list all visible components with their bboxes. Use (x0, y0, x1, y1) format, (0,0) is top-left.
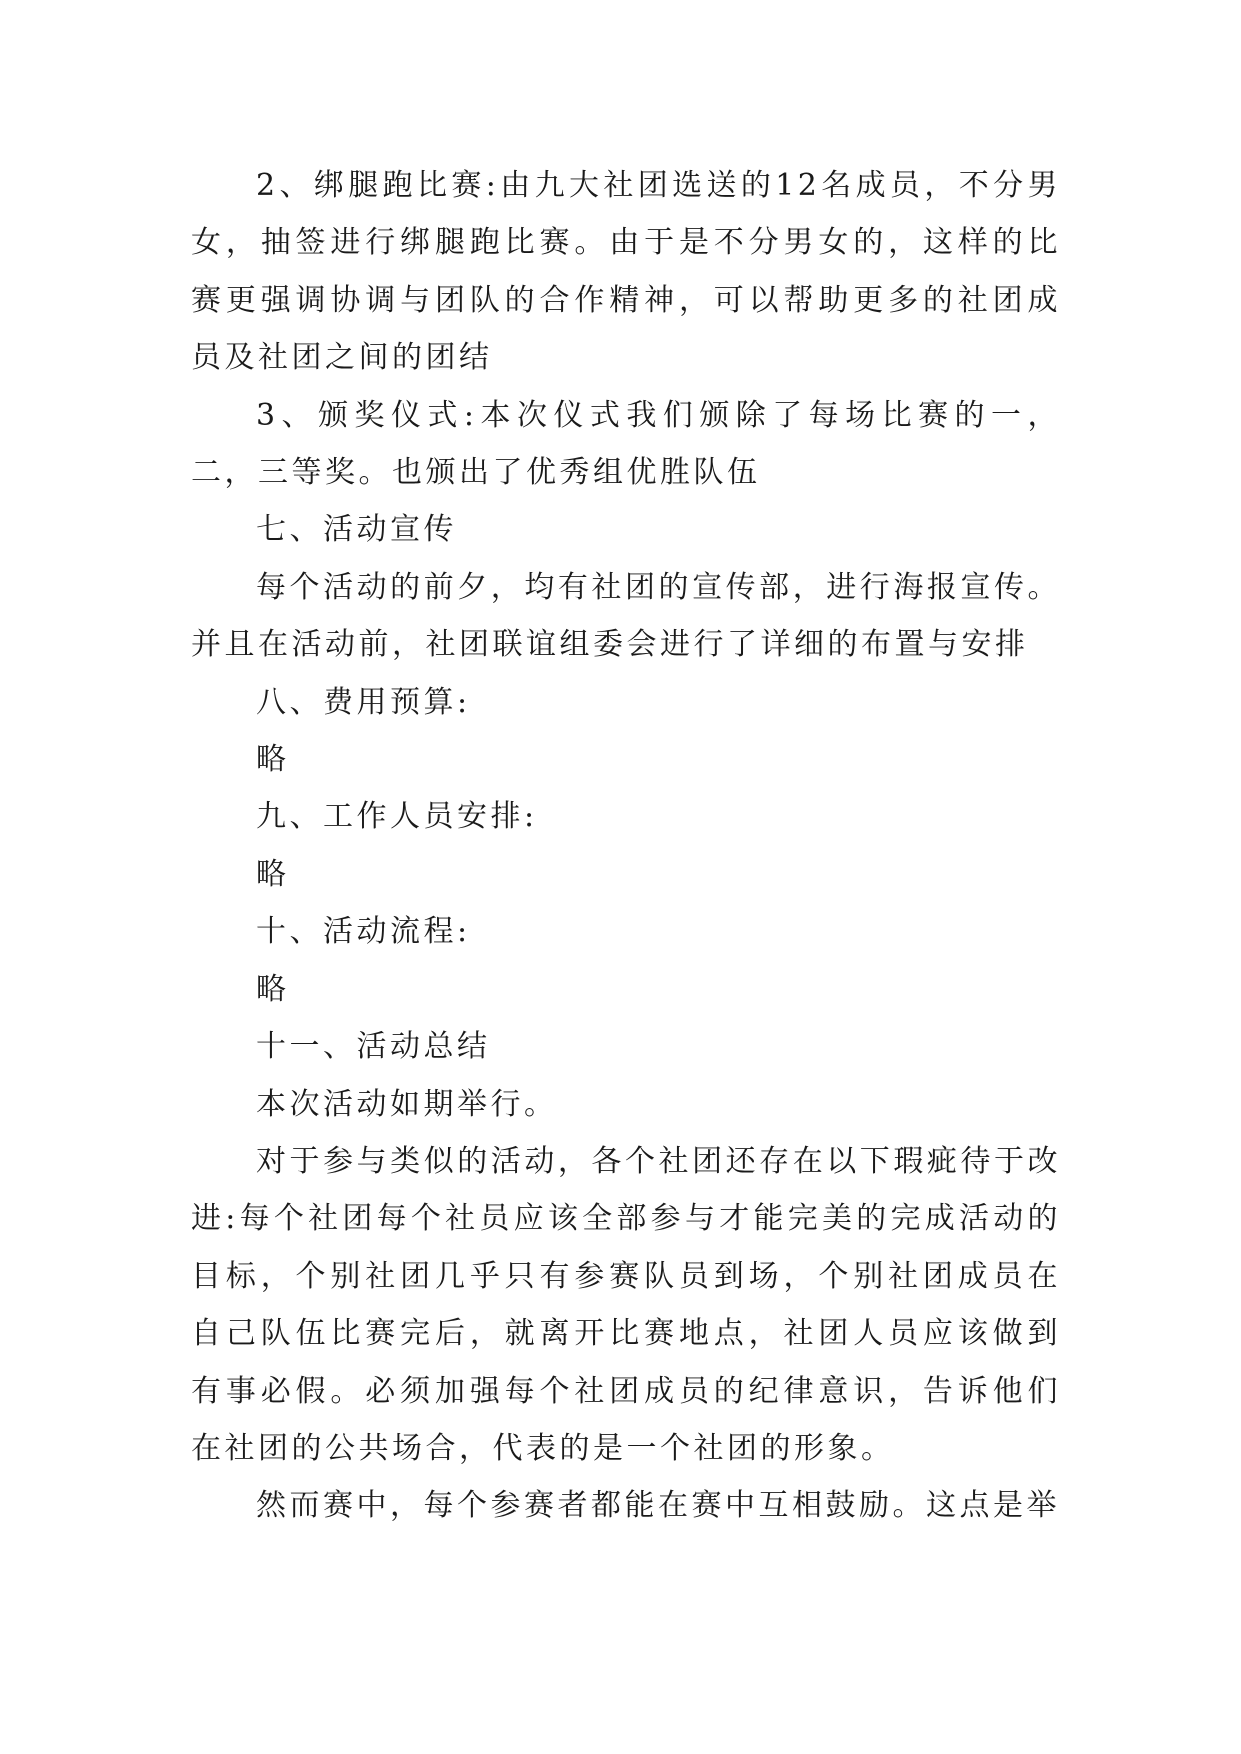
paragraph-summary-issues: 对于参与类似的活动，各个社团还存在以下瑕疵待于改进:每个社团每个社员应该全部参与才能完美的完成活动的目标，个别社团几乎只有参赛队员到场，个别社团成员在自己队伍比赛完后，就离开比赛地点，社团人员应该做到有事必假。必须加强每个社团成员的纪律意识，告诉他们在社团的公共场合，代表的是一个社团的形象。 (191, 1143, 1061, 1466)
paragraph-tie-leg-race: 2、绑腿跑比赛:由九大社团选送的12名成员，不分男女，抽签进行绑腿跑比赛。由于是不分男女的，这样的比赛更强调协调与团队的合作精神，可以帮助更多的社团成员及社团之间的团结 (191, 168, 1061, 376)
document-page (191, 157, 1061, 1535)
paragraph-summary-encouragement: 然而赛中，每个参赛者都能在赛中互相鼓励。这点是举 (256, 1488, 1060, 1524)
heading-budget: 八、费用预算: (256, 684, 471, 720)
heading-staff: 九、工作人员安排: (256, 799, 538, 835)
paragraph-staff: 略 (256, 856, 290, 892)
heading-promotion: 七、活动宣传 (256, 512, 457, 548)
paragraph-budget: 略 (256, 742, 290, 778)
paragraph-award-ceremony: 3、颁奖仪式:本次仪式我们颁除了每场比赛的一，二，三等奖。也颁出了优秀组优胜队伍 (191, 397, 1061, 491)
paragraph-promotion: 每个活动的前夕，均有社团的宣传部，进行海报宣传。并且在活动前，社团联谊组委会进行了详细的布置与安排 (191, 569, 1061, 663)
paragraph-summary-intro: 本次活动如期举行。 (256, 1086, 558, 1122)
heading-summary: 十一、活动总结 (256, 1029, 491, 1065)
heading-process: 十、活动流程: (256, 914, 471, 950)
paragraph-process: 略 (256, 971, 290, 1007)
